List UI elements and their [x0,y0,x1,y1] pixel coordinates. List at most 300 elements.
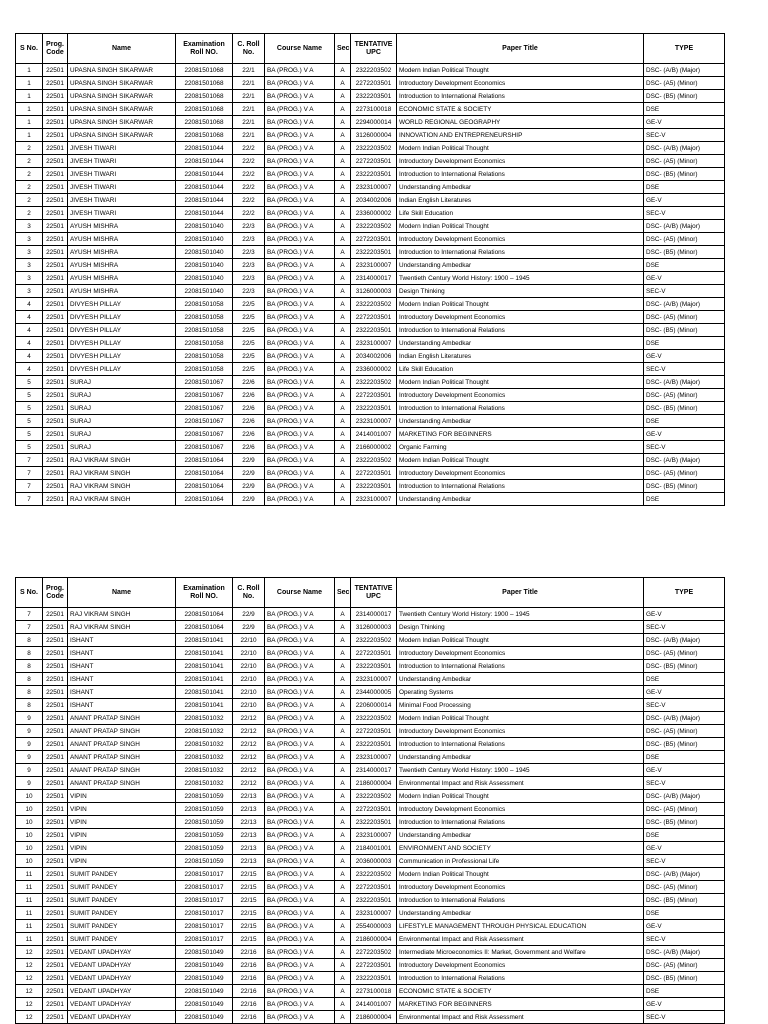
upc-cell: 2323100007 [351,907,397,920]
paper-title-cell: Modern Indian Political Thought [397,220,644,233]
name-cell: JIVESH TIWARI [68,168,176,181]
name-cell: VIPIN [68,790,176,803]
prog-code-cell: 22501 [43,454,68,467]
name-cell: JIVESH TIWARI [68,155,176,168]
c-roll-cell: 22/3 [233,220,265,233]
name-cell: UPASNA SINGH SIKARWAR [68,116,176,129]
name-cell: VIPIN [68,816,176,829]
table-row [16,142,725,155]
name-cell: DIVYESH PILLAY [68,363,176,376]
c-roll-cell: 22/9 [233,467,265,480]
name-cell: SUMIT PANDEY [68,907,176,920]
table-block-2 [15,577,724,1024]
exam-roll-cell: 22081501058 [176,350,233,363]
course-name-cell: BA (PROG.) V A [265,194,335,207]
course-name-cell: BA (PROG.) V A [265,480,335,493]
type-cell: SEC-V [644,933,725,946]
s-no-cell: 4 [16,311,43,324]
exam-roll-cell: 22081501032 [176,777,233,790]
type-cell: DSC- (B5) (Minor) [644,972,725,985]
course-name-cell: BA (PROG.) V A [265,946,335,959]
course-name-cell: BA (PROG.) V A [265,959,335,972]
table-body [16,64,725,506]
exam-roll-cell: 22081501059 [176,829,233,842]
prog-code-cell: 22501 [43,855,68,868]
type-cell: DSC- (A/B) (Major) [644,634,725,647]
paper-title-cell: Modern Indian Political Thought [397,868,644,881]
exam-roll-cell: 22081501058 [176,311,233,324]
s-no-cell: 5 [16,441,43,454]
table-row [16,998,725,1011]
prog-code-cell: 22501 [43,777,68,790]
upc-cell: 2414001007 [351,428,397,441]
exam-roll-cell: 22081501044 [176,194,233,207]
s-no-cell: 8 [16,634,43,647]
name-cell: VEDANT UPADHYAY [68,998,176,1011]
table-header [16,34,725,64]
s-no-cell: 3 [16,246,43,259]
exam-roll-cell: 22081501067 [176,428,233,441]
table-row [16,972,725,985]
name-cell: UPASNA SINGH SIKARWAR [68,77,176,90]
table-row [16,64,725,77]
paper-title-cell: Understanding Ambedkar [397,829,644,842]
paper-title-cell: Understanding Ambedkar [397,751,644,764]
paper-title-cell: Modern Indian Political Thought [397,454,644,467]
name-cell: ANANT PRATAP SINGH [68,712,176,725]
s-no-cell: 2 [16,155,43,168]
prog-code-cell: 22501 [43,712,68,725]
table-row [16,777,725,790]
s-no-cell: 4 [16,337,43,350]
header-s-no: S No. [16,578,43,608]
sec-cell: A [335,842,351,855]
course-name-cell: BA (PROG.) V A [265,441,335,454]
paper-title-cell: Introductory Development Economics [397,959,644,972]
paper-title-cell: Introduction to International Relations [397,816,644,829]
s-no-cell: 4 [16,363,43,376]
header-name: Name [68,34,176,64]
course-name-cell: BA (PROG.) V A [265,790,335,803]
type-cell: DSC- (B5) (Minor) [644,894,725,907]
c-roll-cell: 22/12 [233,712,265,725]
paper-title-cell: Introductory Development Economics [397,77,644,90]
upc-cell: 2184001001 [351,842,397,855]
paper-title-cell: Introductory Development Economics [397,725,644,738]
table-row [16,90,725,103]
s-no-cell: 12 [16,998,43,1011]
upc-cell: 3126000003 [351,621,397,634]
table-row [16,493,725,506]
c-roll-cell: 22/12 [233,725,265,738]
table-row [16,454,725,467]
paper-title-cell: Design Thinking [397,621,644,634]
c-roll-cell: 22/10 [233,686,265,699]
exam-roll-cell: 22081501058 [176,298,233,311]
c-roll-cell: 22/16 [233,1011,265,1024]
prog-code-cell: 22501 [43,608,68,621]
name-cell: VEDANT UPADHYAY [68,959,176,972]
c-roll-cell: 22/9 [233,493,265,506]
c-roll-cell: 22/5 [233,298,265,311]
course-name-cell: BA (PROG.) V A [265,829,335,842]
header-paper-title: Paper Title [397,34,644,64]
name-cell: AYUSH MISHRA [68,259,176,272]
s-no-cell: 12 [16,946,43,959]
s-no-cell: 10 [16,816,43,829]
s-no-cell: 10 [16,855,43,868]
s-no-cell: 2 [16,142,43,155]
prog-code-cell: 22501 [43,259,68,272]
sec-cell: A [335,207,351,220]
type-cell: DSE [644,103,725,116]
course-name-cell: BA (PROG.) V A [265,855,335,868]
type-cell: DSC- (A/B) (Major) [644,376,725,389]
prog-code-cell: 22501 [43,233,68,246]
s-no-cell: 11 [16,868,43,881]
sec-cell: A [335,116,351,129]
sec-cell: A [335,415,351,428]
c-roll-cell: 22/15 [233,868,265,881]
header-course-name: Course Name [265,34,335,64]
prog-code-cell: 22501 [43,621,68,634]
table-row [16,129,725,142]
exam-roll-cell: 22081501064 [176,454,233,467]
upc-cell: 2322203501 [351,894,397,907]
table-row [16,337,725,350]
c-roll-cell: 22/15 [233,920,265,933]
sec-cell: A [335,855,351,868]
name-cell: SURAJ [68,428,176,441]
exam-roll-cell: 22081501067 [176,389,233,402]
c-roll-cell: 22/10 [233,660,265,673]
exam-roll-cell: 22081501040 [176,285,233,298]
course-name-cell: BA (PROG.) V A [265,103,335,116]
type-cell: DSC- (B5) (Minor) [644,480,725,493]
paper-title-cell: Understanding Ambedkar [397,181,644,194]
sec-cell: A [335,998,351,1011]
upc-cell: 2272203501 [351,467,397,480]
sec-cell: A [335,103,351,116]
course-name-cell: BA (PROG.) V A [265,634,335,647]
course-name-cell: BA (PROG.) V A [265,220,335,233]
prog-code-cell: 22501 [43,985,68,998]
name-cell: UPASNA SINGH SIKARWAR [68,64,176,77]
upc-cell: 2322203501 [351,816,397,829]
sec-cell: A [335,90,351,103]
exam-roll-cell: 22081501059 [176,816,233,829]
type-cell: DSC- (A/B) (Major) [644,712,725,725]
upc-cell: 2322203501 [351,246,397,259]
course-name-cell: BA (PROG.) V A [265,647,335,660]
type-cell: GE-V [644,998,725,1011]
upc-cell: 2322203502 [351,220,397,233]
exam-roll-cell: 22081501017 [176,933,233,946]
sec-cell: A [335,621,351,634]
header-s-no: S No. [16,34,43,64]
name-cell: SURAJ [68,415,176,428]
type-cell: DSC- (A5) (Minor) [644,467,725,480]
course-name-cell: BA (PROG.) V A [265,389,335,402]
prog-code-cell: 22501 [43,647,68,660]
header-c-roll: C. Roll No. [233,578,265,608]
table-row [16,634,725,647]
course-name-cell: BA (PROG.) V A [265,842,335,855]
name-cell: DIVYESH PILLAY [68,324,176,337]
prog-code-cell: 22501 [43,77,68,90]
prog-code-cell: 22501 [43,389,68,402]
s-no-cell: 5 [16,376,43,389]
prog-code-cell: 22501 [43,103,68,116]
prog-code-cell: 22501 [43,933,68,946]
exam-roll-cell: 22081501064 [176,621,233,634]
exam-roll-cell: 22081501059 [176,803,233,816]
c-roll-cell: 22/10 [233,673,265,686]
prog-code-cell: 22501 [43,725,68,738]
s-no-cell: 1 [16,116,43,129]
s-no-cell: 9 [16,751,43,764]
type-cell: DSC- (A/B) (Major) [644,298,725,311]
course-name-cell: BA (PROG.) V A [265,894,335,907]
table-row [16,959,725,972]
table-row [16,673,725,686]
c-roll-cell: 22/15 [233,907,265,920]
s-no-cell: 12 [16,959,43,972]
s-no-cell: 8 [16,686,43,699]
name-cell: VIPIN [68,842,176,855]
sec-cell: A [335,64,351,77]
upc-cell: 2034002006 [351,350,397,363]
sec-cell: A [335,634,351,647]
s-no-cell: 12 [16,972,43,985]
upc-cell: 2322203502 [351,142,397,155]
paper-title-cell: Twentieth Century World History: 1900 – 1945 [397,608,644,621]
prog-code-cell: 22501 [43,920,68,933]
name-cell: ISHANT [68,686,176,699]
prog-code-cell: 22501 [43,116,68,129]
upc-cell: 2322203502 [351,790,397,803]
paper-title-cell: Modern Indian Political Thought [397,376,644,389]
prog-code-cell: 22501 [43,946,68,959]
c-roll-cell: 22/10 [233,634,265,647]
header-exam-roll: Examination Roll NO. [176,34,233,64]
sec-cell: A [335,259,351,272]
course-name-cell: BA (PROG.) V A [265,324,335,337]
type-cell: DSC- (A/B) (Major) [644,946,725,959]
s-no-cell: 3 [16,220,43,233]
course-name-cell: BA (PROG.) V A [265,777,335,790]
paper-title-cell: Intermediate Microeconomics II: Market, Government and Welfare [397,946,644,959]
s-no-cell: 4 [16,324,43,337]
c-roll-cell: 22/3 [233,285,265,298]
type-cell: DSC- (A5) (Minor) [644,311,725,324]
exam-roll-cell: 22081501017 [176,881,233,894]
exam-roll-cell: 22081501040 [176,272,233,285]
prog-code-cell: 22501 [43,842,68,855]
name-cell: ANANT PRATAP SINGH [68,777,176,790]
type-cell: SEC-V [644,621,725,634]
exam-roll-cell: 22081501044 [176,142,233,155]
s-no-cell: 7 [16,493,43,506]
name-cell: UPASNA SINGH SIKARWAR [68,103,176,116]
paper-title-cell: Understanding Ambedkar [397,337,644,350]
type-cell: DSC- (A5) (Minor) [644,647,725,660]
s-no-cell: 3 [16,285,43,298]
exam-roll-cell: 22081501049 [176,1011,233,1024]
course-name-cell: BA (PROG.) V A [265,402,335,415]
name-cell: ISHANT [68,699,176,712]
exam-roll-cell: 22081501067 [176,402,233,415]
course-name-cell: BA (PROG.) V A [265,311,335,324]
type-cell: DSE [644,415,725,428]
prog-code-cell: 22501 [43,90,68,103]
course-name-cell: BA (PROG.) V A [265,660,335,673]
prog-code-cell: 22501 [43,751,68,764]
s-no-cell: 1 [16,90,43,103]
name-cell: SUMIT PANDEY [68,881,176,894]
table-row [16,220,725,233]
s-no-cell: 12 [16,985,43,998]
paper-title-cell: Twentieth Century World History: 1900 – 1945 [397,272,644,285]
table-row [16,842,725,855]
name-cell: DIVYESH PILLAY [68,350,176,363]
upc-cell: 2034002006 [351,194,397,207]
paper-title-cell: Organic Farming [397,441,644,454]
table-row [16,907,725,920]
sec-cell: A [335,972,351,985]
header-exam-roll: Examination Roll NO. [176,578,233,608]
course-name-cell: BA (PROG.) V A [265,181,335,194]
s-no-cell: 11 [16,881,43,894]
exam-roll-cell: 22081501067 [176,441,233,454]
upc-cell: 2344000005 [351,686,397,699]
paper-title-cell: Introduction to International Relations [397,324,644,337]
type-cell: DSE [644,337,725,350]
exam-roll-cell: 22081501041 [176,699,233,712]
sec-cell: A [335,738,351,751]
s-no-cell: 10 [16,790,43,803]
table-row [16,751,725,764]
course-name-cell: BA (PROG.) V A [265,803,335,816]
table-row [16,428,725,441]
sec-cell: A [335,467,351,480]
type-cell: SEC-V [644,441,725,454]
prog-code-cell: 22501 [43,894,68,907]
course-name-cell: BA (PROG.) V A [265,881,335,894]
upc-cell: 2322203501 [351,738,397,751]
table-row [16,246,725,259]
sec-cell: A [335,389,351,402]
name-cell: ANANT PRATAP SINGH [68,725,176,738]
exam-roll-cell: 22081501049 [176,972,233,985]
table-block-1 [15,33,724,506]
s-no-cell: 7 [16,467,43,480]
exam-roll-cell: 22081501017 [176,907,233,920]
s-no-cell: 7 [16,621,43,634]
prog-code-cell: 22501 [43,764,68,777]
course-name-cell: BA (PROG.) V A [265,972,335,985]
header-prog-code: Prog. Code [43,578,68,608]
header-prog-code: Prog. Code [43,34,68,64]
s-no-cell: 4 [16,298,43,311]
type-cell: DSE [644,181,725,194]
paper-title-cell: Introductory Development Economics [397,647,644,660]
paper-title-cell: ECONOMIC STATE & SOCIETY [397,985,644,998]
prog-code-cell: 22501 [43,207,68,220]
paper-title-cell: Introduction to International Relations [397,660,644,673]
sec-cell: A [335,920,351,933]
table-row [16,103,725,116]
paper-title-cell: Indian English Literatures [397,350,644,363]
prog-code-cell: 22501 [43,829,68,842]
name-cell: RAJ VIKRAM SINGH [68,621,176,634]
table-row [16,985,725,998]
s-no-cell: 2 [16,168,43,181]
exam-roll-cell: 22081501064 [176,493,233,506]
prog-code-cell: 22501 [43,181,68,194]
c-roll-cell: 22/12 [233,777,265,790]
s-no-cell: 9 [16,777,43,790]
exam-roll-cell: 22081501032 [176,725,233,738]
student-paper-table-1 [15,33,725,506]
upc-cell: 2322203502 [351,376,397,389]
c-roll-cell: 22/3 [233,272,265,285]
course-name-cell: BA (PROG.) V A [265,272,335,285]
name-cell: DIVYESH PILLAY [68,298,176,311]
sec-cell: A [335,337,351,350]
c-roll-cell: 22/9 [233,480,265,493]
upc-cell: 2322203501 [351,90,397,103]
name-cell: JIVESH TIWARI [68,194,176,207]
prog-code-cell: 22501 [43,402,68,415]
name-cell: JIVESH TIWARI [68,142,176,155]
prog-code-cell: 22501 [43,907,68,920]
sec-cell: A [335,285,351,298]
upc-cell: 2336000002 [351,363,397,376]
c-roll-cell: 22/6 [233,428,265,441]
paper-title-cell: Introductory Development Economics [397,155,644,168]
upc-cell: 2323100007 [351,259,397,272]
upc-cell: 2272203501 [351,725,397,738]
type-cell: GE-V [644,272,725,285]
name-cell: VIPIN [68,803,176,816]
table-row [16,816,725,829]
prog-code-cell: 22501 [43,738,68,751]
sec-cell: A [335,155,351,168]
s-no-cell: 11 [16,894,43,907]
type-cell: GE-V [644,194,725,207]
upc-cell: 2322203502 [351,298,397,311]
exam-roll-cell: 22081501044 [176,207,233,220]
s-no-cell: 10 [16,803,43,816]
course-name-cell: BA (PROG.) V A [265,129,335,142]
sec-cell: A [335,777,351,790]
upc-cell: 2272203501 [351,311,397,324]
paper-title-cell: Environmental Impact and Risk Assessment [397,777,644,790]
name-cell: VIPIN [68,829,176,842]
prog-code-cell: 22501 [43,816,68,829]
prog-code-cell: 22501 [43,660,68,673]
table-row [16,285,725,298]
table-row [16,389,725,402]
table-row [16,259,725,272]
exam-roll-cell: 22081501058 [176,324,233,337]
c-roll-cell: 22/3 [233,259,265,272]
header-type: TYPE [644,578,725,608]
type-cell: DSE [644,985,725,998]
paper-title-cell: Life Skill Education [397,207,644,220]
table-row [16,699,725,712]
